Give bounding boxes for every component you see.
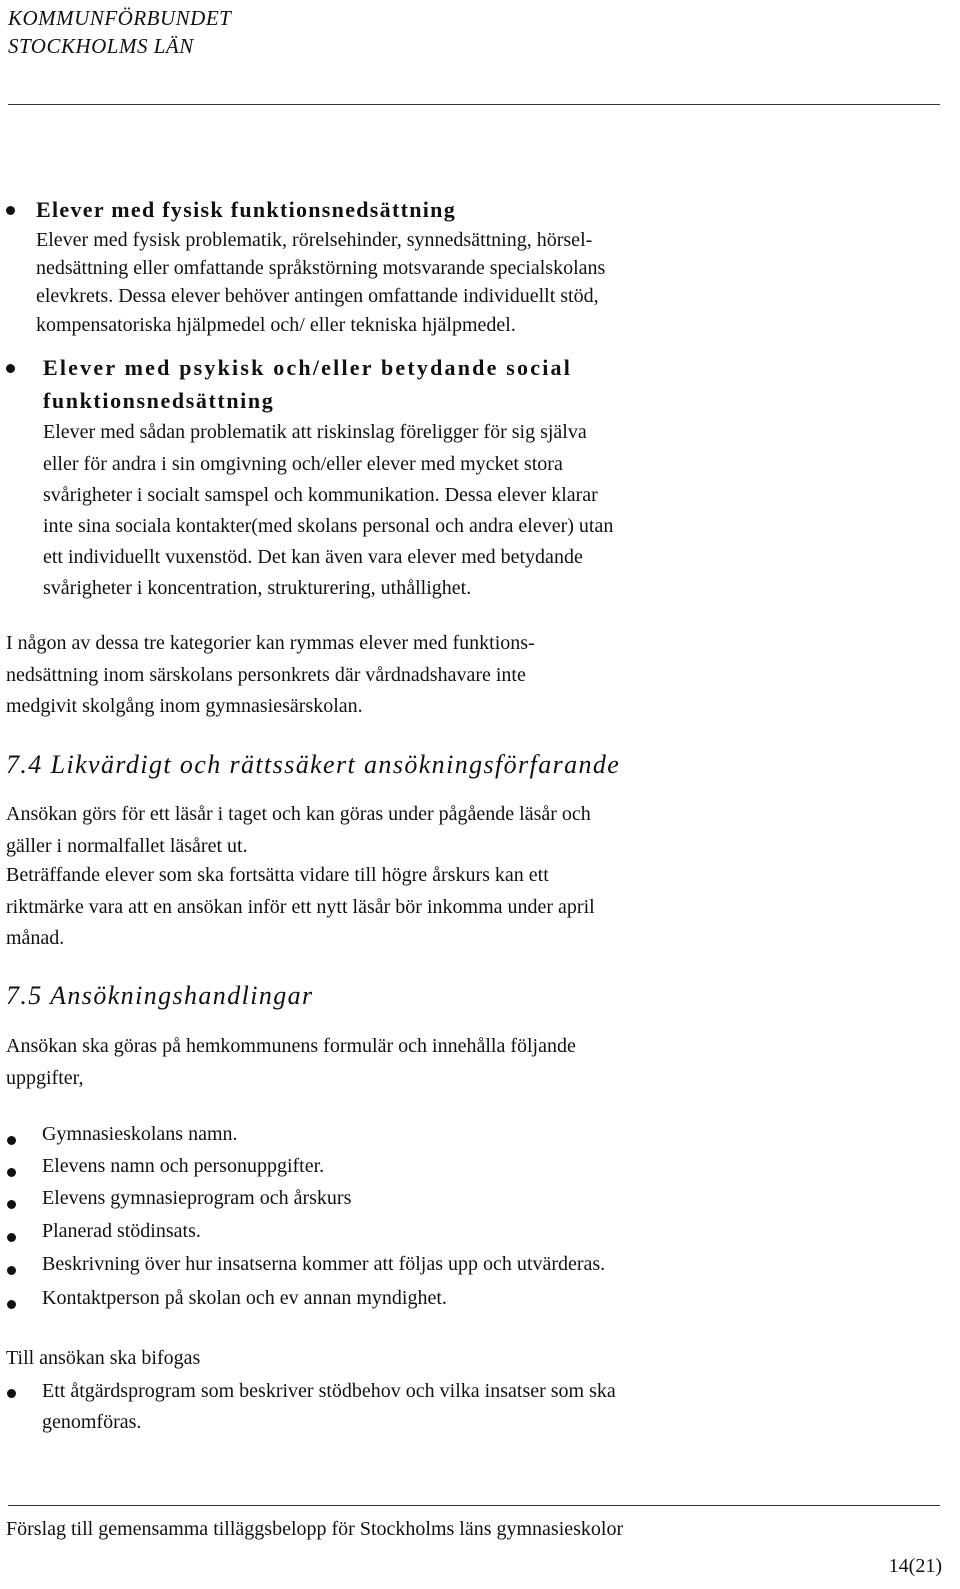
bullet-text-line: svårigheter i socialt samspel och kommunikation. Dessa elever klarar (43, 484, 598, 506)
section-heading-7-4: 7.4 Likvärdigt och rättssäkert ansökningsförfarande (6, 750, 621, 779)
paragraph-line: uppgifter, (6, 1066, 84, 1089)
section-7-4-paragraph-1 (6, 799, 591, 862)
attachment-item-line: Ett åtgärdsprogram som beskriver stödbehov och vilka insatser som ska (42, 1380, 616, 1402)
org-line-2: STOCKHOLMS LÄN (8, 34, 194, 58)
bullet-dot (7, 1389, 16, 1398)
bullet-heading: Elever med psykisk och/eller betydande social (43, 355, 573, 380)
bullet-text-line: Elever med fysisk problematik, rörelsehinder, synnedsättning, hörsel- (36, 229, 593, 251)
org-line-1: KOMMUNFÖRBUNDET (8, 6, 232, 30)
list-item-text: Elevens namn och personuppgifter. (42, 1155, 325, 1177)
bullet-dot (7, 1266, 16, 1275)
bullet-dot (7, 1200, 16, 1209)
section-heading-7-5: 7.5 Ansökningshandlingar (6, 981, 314, 1010)
bullet-dot (7, 1168, 16, 1177)
list-item-text: Gymnasieskolans namn. (42, 1123, 238, 1145)
bullet-text-line: nedsättning eller omfattande språkstörning motsvarande specialskolans (36, 257, 606, 279)
categories-paragraph (6, 628, 535, 723)
attachment-item-line: genomföras. (42, 1411, 142, 1433)
bullet-text-line: ett individuellt vuxenstöd. Det kan även vara elever med betydande (43, 546, 583, 568)
footer-title: Förslag till gemensamma tilläggsbelopp för Stockholms läns gymnasieskolor (6, 1518, 624, 1540)
list-item-text: Planerad stödinsats. (42, 1220, 201, 1242)
paragraph-line: Ansökan görs för ett läsår i taget och kan göras under pågående läsår och (6, 803, 591, 825)
bullet-text-line: inte sina sociala kontakter(med skolans personal och andra elever) utan (43, 515, 614, 537)
bullet-text-line: svårigheter i koncentration, strukturering, uthållighet. (43, 577, 472, 599)
paragraph-line: Beträffande elever som ska fortsätta vidare till högre årskurs kan ett (6, 864, 549, 886)
attachment-label: Till ansökan ska bifogas (6, 1347, 201, 1369)
bullet-dot (6, 206, 15, 215)
footer-divider (8, 1505, 940, 1506)
bullet-text-line: elevkrets. Dessa elever behöver antingen omfattande individuellt stöd, (36, 285, 599, 307)
section-7-5-intro (6, 1031, 576, 1094)
bullet-text-line: eller för andra i sin omgivning och/eller elever med mycket stora (43, 453, 563, 475)
paragraph-line: riktmärke vara att en ansökan inför ett nytt läsår bör inkomma under april (6, 895, 595, 918)
attachment-item-text (42, 1376, 616, 1438)
paragraph-line: gäller i normalfallet läsåret ut. (6, 834, 248, 857)
bullet-heading: Elever med fysisk funktionsnedsättning (36, 197, 457, 222)
paragraph-line: månad. (6, 927, 65, 949)
bullet-text-line: kompensatoriska hjälpmedel och/ eller tekniska hjälpmedel. (36, 314, 516, 336)
paragraph-line: Ansökan ska göras på hemkommunens formulär och innehålla följande (6, 1035, 576, 1057)
bullet-dot (7, 1233, 16, 1242)
list-item-text: Beskrivning över hur insatserna kommer att följas upp och utvärderas. (42, 1253, 606, 1275)
bullet-text-line: Elever med sådan problematik att riskinslag föreligger för sig själva (43, 421, 587, 443)
bullet-dot (7, 1300, 16, 1309)
bullet-dot (7, 1136, 16, 1145)
paragraph-line: I någon av dessa tre kategorier kan rymmas elever med funktions- (6, 632, 535, 654)
bullet-heading: funktionsnedsättning (43, 388, 275, 413)
paragraph-line: nedsättning inom särskolans personkrets där vårdnadshavare inte (6, 663, 526, 686)
organization-name (8, 4, 231, 60)
section-7-4-paragraph-2 (6, 860, 595, 955)
list-item-text: Kontaktperson på skolan och ev annan myndighet. (42, 1287, 447, 1309)
list-item-text: Elevens gymnasieprogram och årskurs (42, 1187, 352, 1209)
bullet-dot (6, 364, 15, 373)
page-number: 14(21) (888, 1555, 942, 1577)
paragraph-line: medgivit skolgång inom gymnasiesärskolan. (6, 695, 363, 717)
header-divider (8, 104, 940, 105)
